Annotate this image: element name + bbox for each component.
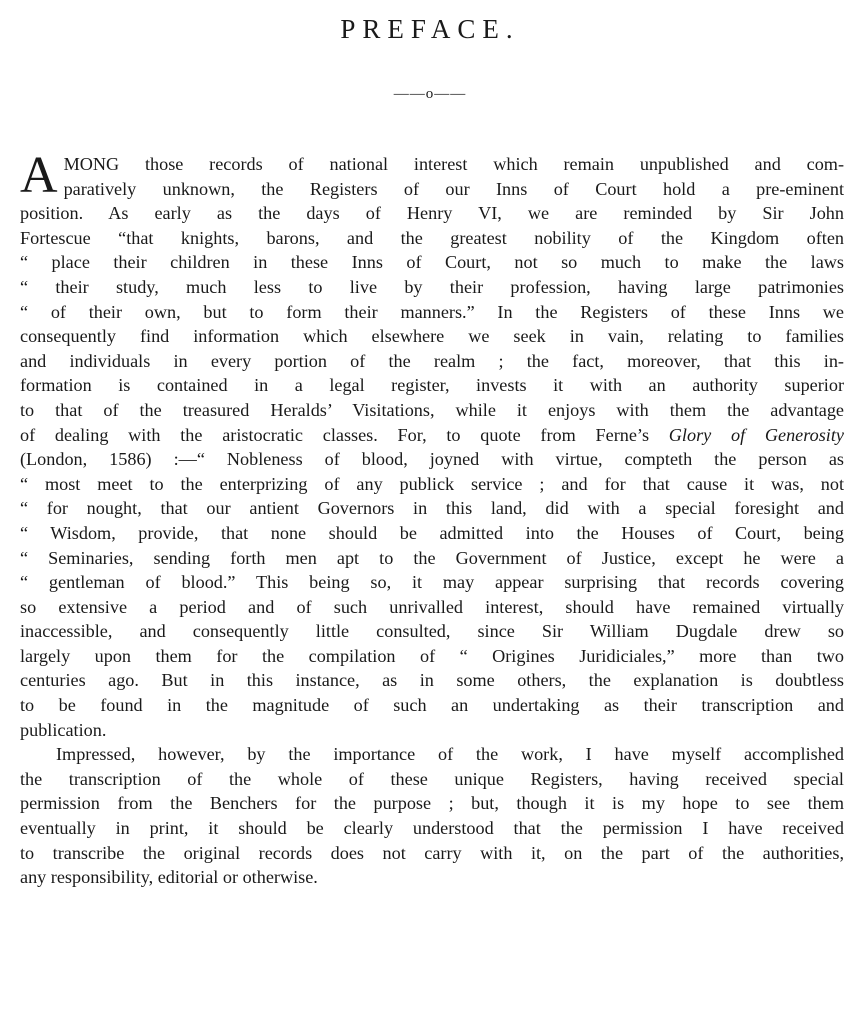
text-line: “ Wisdom, provide, that none should be admitted into the Houses of Court, being bbox=[20, 522, 844, 543]
text-line: position. As early as the days of Henry VI, we are reminded by Sir John bbox=[20, 203, 844, 224]
text-line: “ their study, much less to live by their profession, having large patrimonies bbox=[20, 276, 844, 297]
text-line: “ most meet to the enterprizing of any publick service ; and for that cause it was, not bbox=[20, 473, 844, 494]
text-line: formation is contained in a legal register, invests it with an authority superior bbox=[20, 375, 844, 396]
text-line: “ place their children in these Inns of Court, not so much to make the laws bbox=[20, 252, 844, 273]
text-line: to be found in the magnitude of such an undertaking as their transcription and bbox=[20, 695, 844, 716]
text-line: “ for nought, that our antient Governors in this land, did with a special foresight and bbox=[20, 498, 844, 519]
text-line: centuries ago. But in this instance, as in some others, the explanation is doubtless bbox=[20, 670, 844, 691]
text-line: the transcription of the whole of these unique Registers, having received special bbox=[20, 768, 844, 789]
text-line: so extensive a period and of such unrivalled interest, should have remained virtually bbox=[20, 596, 844, 617]
text-line: eventually in print, it should be clearly understood that the permission I have received bbox=[20, 818, 844, 839]
drop-cap: A bbox=[20, 147, 58, 204]
text-line: “ of their own, but to form their manners.” In the Registers of these Inns we bbox=[20, 301, 844, 322]
italic-book-title: Glory of Generosity bbox=[668, 424, 844, 445]
paragraph-1 bbox=[20, 147, 844, 742]
text-line: paratively unknown, the Registers of our Inns of Court hold a pre-eminent bbox=[63, 178, 844, 199]
first-word-rest: MONG bbox=[63, 154, 120, 174]
text-line: permission from the Benchers for the purpose ; but, though it is my hope to see them bbox=[20, 793, 844, 814]
text-line: (London, 1586) :—“ Nobleness of blood, joyned with virtue, compteth the person as bbox=[20, 449, 844, 470]
text-line: “ gentleman of blood.” This being so, it may appear surprising that records covering bbox=[20, 572, 844, 593]
preface-body bbox=[20, 147, 844, 890]
text-line: inaccessible, and consequently little consulted, since Sir William Dugdale drew so bbox=[20, 621, 844, 642]
text-line: “ Seminaries, sending forth men apt to the Government of Justice, except he were a bbox=[20, 547, 844, 568]
text-line: MONG those records of national interest which remain unpublished and com- bbox=[63, 154, 844, 174]
text-line: publication. bbox=[20, 719, 107, 740]
page-title: PREFACE. bbox=[340, 14, 520, 44]
text-line: Fortescue “that knights, barons, and the greatest nobility of the Kingdom often bbox=[20, 227, 844, 248]
paragraph-2 bbox=[20, 742, 844, 890]
text-line: to transcribe the original records does not carry with it, on the part of the authorities, bbox=[20, 842, 844, 863]
text-line: largely upon them for the compilation of “ Origines Juridiciales,” more than two bbox=[20, 645, 844, 666]
title-ornament: ——o—— bbox=[393, 86, 467, 102]
text-line: consequently find information which elsewhere we seek in vain, relating to families bbox=[20, 326, 844, 347]
text-line: any responsibility, editorial or otherwise. bbox=[20, 867, 318, 888]
text-line: to that of the treasured Heralds’ Visitations, while it enjoys with them the advantage bbox=[20, 399, 844, 420]
text-line: Impressed, however, by the importance of the work, I have myself accomplished bbox=[56, 744, 844, 765]
text-line: of dealing with the aristocratic classes. For, to quote from Ferne’s Glory of Generosity bbox=[20, 424, 844, 445]
text-line: and individuals in every portion of the realm ; the fact, moreover, that this in- bbox=[20, 350, 844, 371]
